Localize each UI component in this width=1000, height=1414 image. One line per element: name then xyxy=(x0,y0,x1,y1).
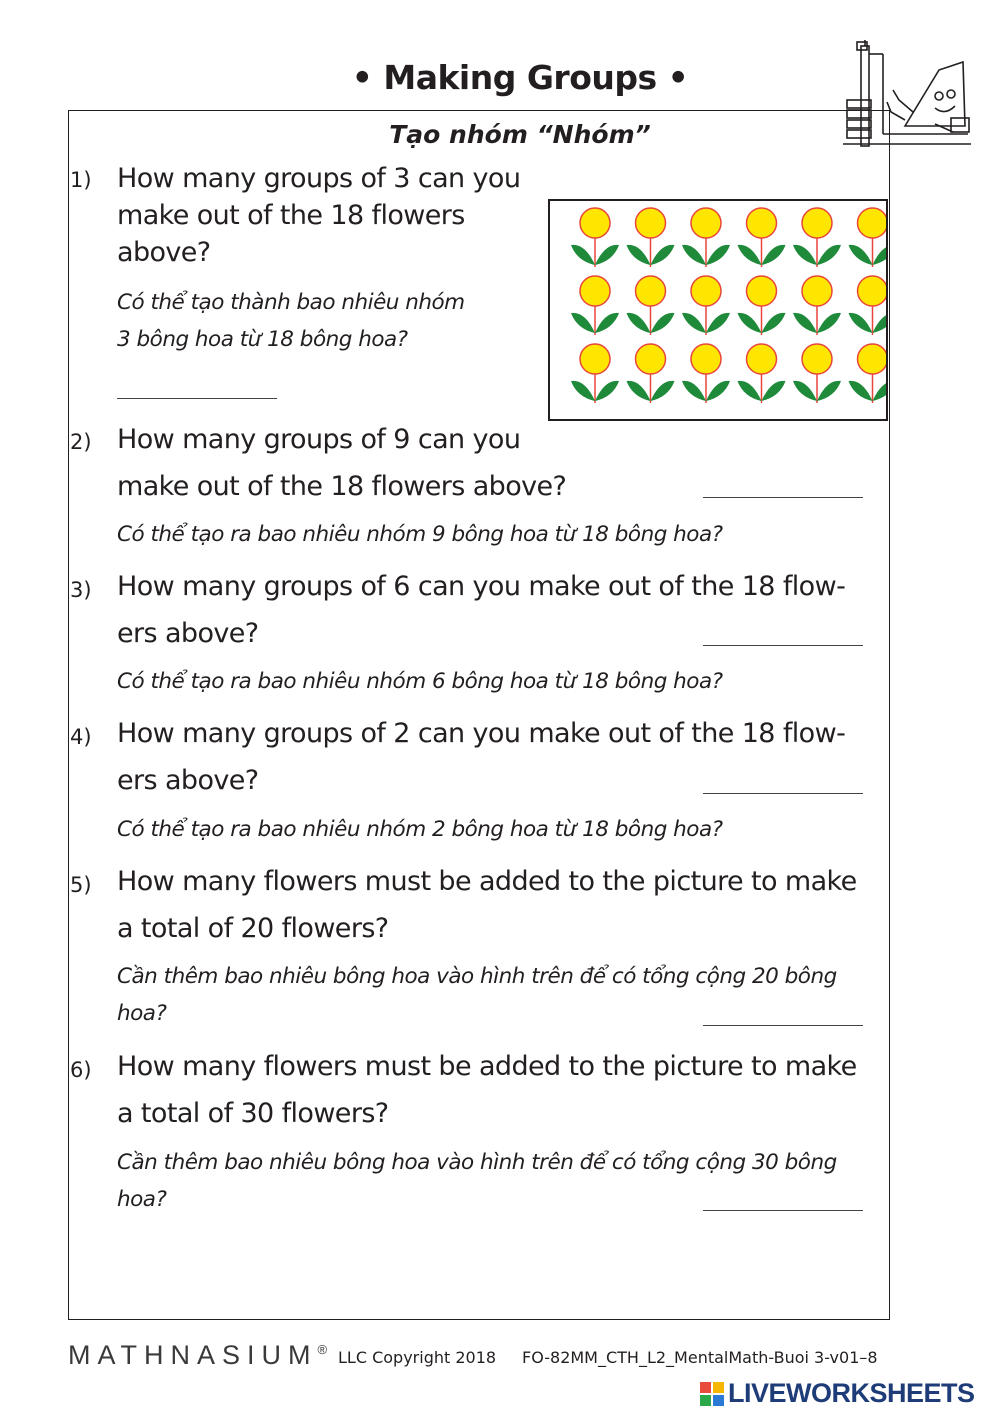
document-code: FO-82MM_CTH_L2_MentalMath-Buoi 3-v01–8 xyxy=(522,1348,878,1367)
question-6-vietnamese xyxy=(117,1144,837,1218)
question-number-1: 1) xyxy=(70,168,92,192)
question-3-line-2: ers above? xyxy=(117,618,259,649)
question-4-line-2: ers above? xyxy=(117,765,259,796)
question-5-vi-line-1: Cần thêm bao nhiêu bông hoa vào hình trên để có tổng cộng 20 bông xyxy=(117,964,837,989)
question-number-2: 2) xyxy=(70,430,92,454)
copyright-text: LLC Copyright 2018 xyxy=(338,1348,497,1367)
question-1-vietnamese xyxy=(117,284,465,358)
registered-mark: ® xyxy=(317,1342,328,1357)
flower-7 xyxy=(571,276,619,335)
question-4-vietnamese xyxy=(117,811,723,848)
question-1-line-2: make out of the 18 flowers xyxy=(117,200,465,231)
question-2-vi-line-1: Có thể tạo ra bao nhiêu nhóm 9 bông hoa từ 18 bông hoa? xyxy=(117,522,723,547)
answer-blank-6[interactable] xyxy=(703,1210,863,1211)
flower-13 xyxy=(571,344,619,403)
mathnasium-logo xyxy=(68,1340,327,1371)
flower-17 xyxy=(793,344,841,403)
question-number-3: 3) xyxy=(70,578,92,602)
flower-11 xyxy=(793,276,841,335)
question-6-vi-line-2: hoa? xyxy=(117,1187,167,1212)
question-6-line-1: How many flowers must be added to the picture to make xyxy=(117,1051,857,1082)
question-6-english xyxy=(117,1043,857,1137)
subtitle: Tạo nhóm “Nhóm” xyxy=(389,120,651,149)
question-2-vietnamese xyxy=(117,516,723,553)
flower-4 xyxy=(738,208,786,267)
question-1-vi-line-2: 3 bông hoa từ 18 bông hoa? xyxy=(117,327,408,352)
question-6-vi-line-1: Cần thêm bao nhiêu bông hoa vào hình trên để có tổng cộng 30 bông xyxy=(117,1150,837,1175)
question-1-vi-line-1: Có thể tạo thành bao nhiêu nhóm xyxy=(117,290,465,315)
question-3-english xyxy=(117,563,845,657)
page-title: • Making Groups • xyxy=(351,58,689,97)
flower-1 xyxy=(571,208,619,267)
question-number-6: 6) xyxy=(70,1058,92,1082)
question-1-line-3: above? xyxy=(117,237,211,268)
question-2-line-2: make out of the 18 flowers above? xyxy=(117,471,567,502)
answer-blank-2[interactable] xyxy=(703,497,863,498)
liveworksheets-logo-icon xyxy=(700,1382,724,1406)
question-6-line-2: a total of 30 flowers? xyxy=(117,1098,389,1129)
question-number-5: 5) xyxy=(70,873,92,897)
question-5-line-1: How many flowers must be added to the picture to make xyxy=(117,866,857,897)
flower-16 xyxy=(738,344,786,403)
question-5-english xyxy=(117,858,857,952)
question-number-4: 4) xyxy=(70,725,92,749)
flower-3 xyxy=(682,208,730,267)
flower-5 xyxy=(793,208,841,267)
flower-6 xyxy=(849,208,887,267)
question-3-vi-line-1: Có thể tạo ra bao nhiêu nhóm 6 bông hoa từ 18 bông hoa? xyxy=(117,669,723,694)
flower-8 xyxy=(627,276,675,335)
question-2-english xyxy=(117,416,566,510)
question-3-vietnamese xyxy=(117,663,723,700)
flower-14 xyxy=(627,344,675,403)
answer-blank-1[interactable] xyxy=(117,398,277,399)
question-3-line-1: How many groups of 6 can you make out of the 18 flow- xyxy=(117,571,846,602)
flower-18 xyxy=(849,344,887,403)
question-5-vietnamese xyxy=(117,958,837,1032)
answer-blank-3[interactable] xyxy=(703,645,863,646)
flower-9 xyxy=(682,276,730,335)
question-4-vi-line-1: Có thể tạo ra bao nhiêu nhóm 2 bông hoa từ 18 bông hoa? xyxy=(117,817,723,842)
liveworksheets-watermark: LIVEWORKSHEETS xyxy=(728,1378,975,1408)
question-4-line-1: How many groups of 2 can you make out of the 18 flow- xyxy=(117,718,846,749)
answer-blank-4[interactable] xyxy=(703,793,863,794)
question-1-line-1: How many groups of 3 can you xyxy=(117,163,521,194)
flower-picture xyxy=(548,199,888,421)
flower-15 xyxy=(682,344,730,403)
flower-2 xyxy=(627,208,675,267)
question-2-line-1: How many groups of 9 can you xyxy=(117,424,521,455)
question-4-english xyxy=(117,710,845,804)
answer-blank-5[interactable] xyxy=(703,1025,863,1026)
question-1-english xyxy=(117,160,520,271)
flower-12 xyxy=(849,276,887,335)
question-5-vi-line-2: hoa? xyxy=(117,1001,167,1026)
flower-10 xyxy=(738,276,786,335)
question-5-line-2: a total of 20 flowers? xyxy=(117,913,389,944)
logo-text: MATHNASIUM xyxy=(68,1340,318,1370)
